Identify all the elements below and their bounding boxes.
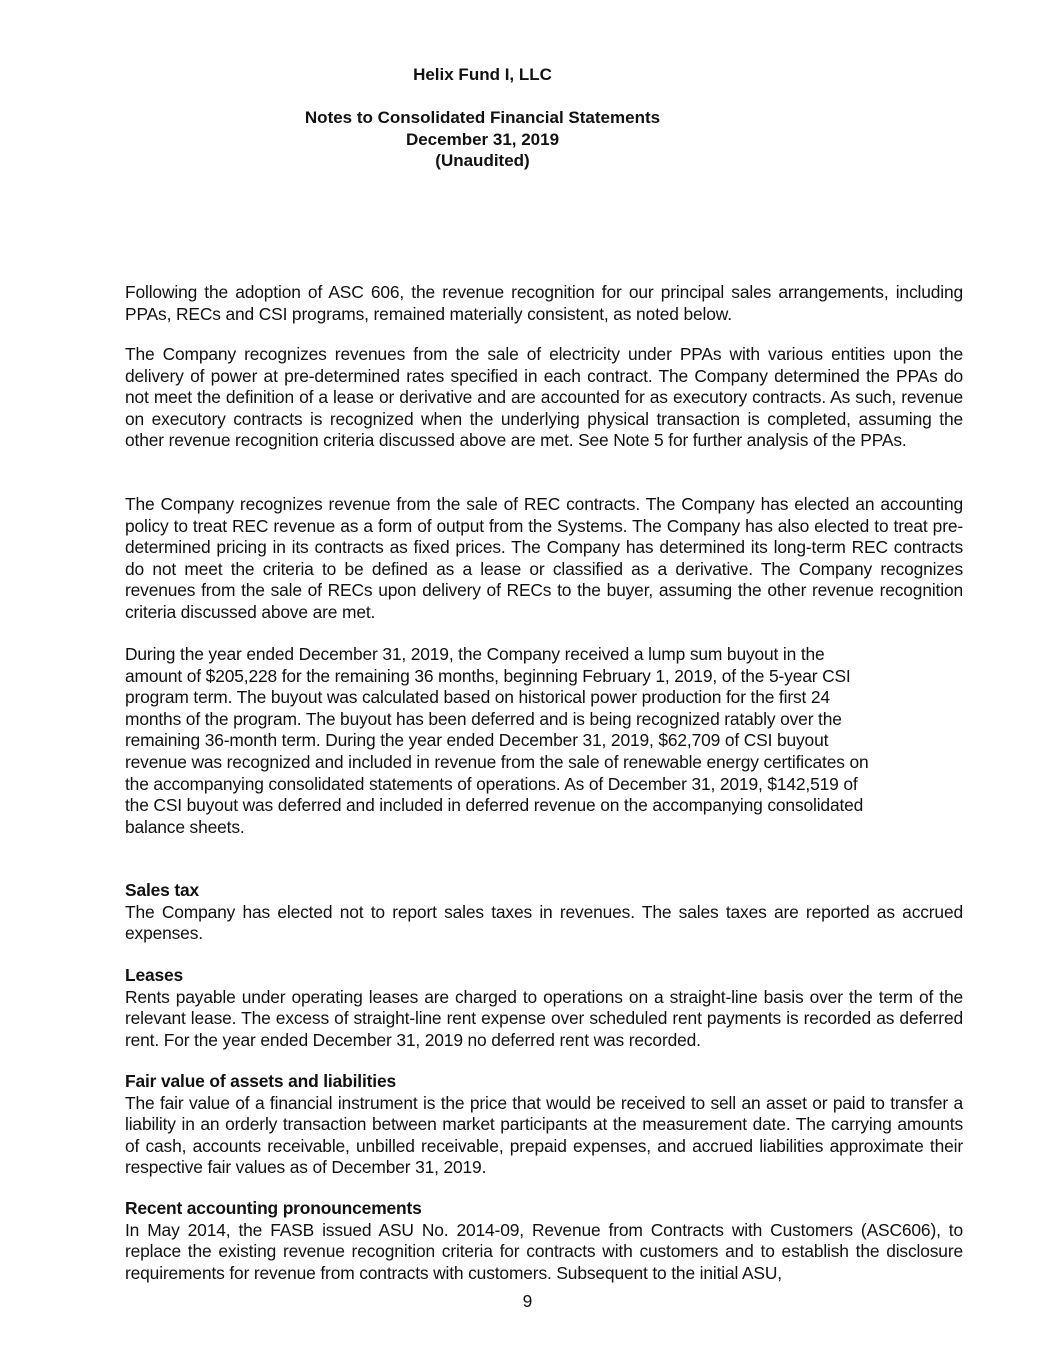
section-heading: Sales tax xyxy=(125,880,200,900)
section-sales-tax xyxy=(125,880,963,945)
section-leases xyxy=(125,965,963,1051)
title-block xyxy=(0,107,965,172)
section-text: The Company has elected not to report sales taxes in revenues. The sales taxes are reported as accrued expenses. xyxy=(125,901,963,944)
paragraph-ppa-revenue: The Company recognizes revenues from the sale of electricity under PPAs with various entities upon the delivery of power at pre-determined rates specified in each contract. The Company determined the PPAs do not meet the definition of a lease or derivative and are accounted for as executory contracts. As such, revenue on executory contracts is recognized when the underlying physical transaction is completed, assuming the other revenue recognition criteria discussed above are met. See Note 5 for further analysis of the PPAs. xyxy=(125,344,963,451)
paragraph-csi-buyout xyxy=(125,644,963,838)
section-text: The fair value of a financial instrument is the price that would be received to sell an asset or paid to transfer a liability in an orderly transaction between market participants at the measurement date. The carrying amounts of cash, accounts receivable, unbilled receivable, prepaid expenses, and accrued liabilities approximate their respective fair values as of December 31, 2019. xyxy=(125,1092,963,1178)
statement-date: December 31, 2019 xyxy=(405,129,560,149)
csi-line: During the year ended December 31, 2019, the Company received a lump sum buyout in the xyxy=(125,644,825,664)
csi-line: remaining 36-month term. During the year ended December 31, 2019, $62,709 of CSI buyout xyxy=(125,730,829,751)
section-recent-pronouncements xyxy=(125,1198,963,1284)
section-heading: Leases xyxy=(125,965,184,985)
csi-line: months of the program. The buyout has been deferred and is being recognized ratably over the xyxy=(125,708,842,729)
csi-line: program term. The buyout was calculated based on historical power production for the first 24 xyxy=(125,687,830,708)
page-number: 9 xyxy=(522,1291,533,1311)
section-text: Rents payable under operating leases are charged to operations on a straight-line basis over the term of the relevant lease. The excess of straight-line rent expense over scheduled rent payments is recorded as deferred rent. For the year ended December 31, 2019 no deferred rent was recorded. xyxy=(125,986,963,1050)
section-fair-value xyxy=(125,1071,963,1179)
csi-line: the accompanying consolidated statements of operations. As of December 31, 2019, $142,519 of xyxy=(125,773,858,794)
company-name: Helix Fund I, LLC xyxy=(413,65,552,84)
paragraph-rec-revenue: The Company recognizes revenue from the sale of REC contracts. The Company has elected an accounting policy to treat REC revenue as a form of output from the Systems. The Company has also elected to treat pre-determined pricing in its contracts as fixed prices. The Company has determined its long-term REC contracts do not meet the criteria to be defined as a lease or classified as a derivative. The Company recognizes revenues from the sale of RECs upon delivery of RECs to the buyer, assuming the other revenue recognition criteria discussed above are met. xyxy=(125,494,963,622)
paragraph-asc606-intro: Following the adoption of ASC 606, the revenue recognition for our principal sales arrangements, including PPAs, RECs and CSI programs, remained materially consistent, as noted below. xyxy=(125,282,963,324)
section-heading: Fair value of assets and liabilities xyxy=(125,1071,397,1091)
csi-line: amount of $205,228 for the remaining 36 months, beginning February 1, 2019, of the 5-year CSI xyxy=(125,665,851,686)
csi-line: balance sheets. xyxy=(125,816,245,837)
csi-line: revenue was recognized and included in revenue from the sale of renewable energy certificates on xyxy=(125,751,869,772)
section-text: In May 2014, the FASB issued ASU No. 2014-09, Revenue from Contracts with Customers (ASC606), to replace the existing revenue recognition criteria for contracts with customers and to establish the disclosure requirements for revenue from contracts with customers. Subsequent to the initial ASU, xyxy=(125,1219,963,1283)
csi-line: the CSI buyout was deferred and included in deferred revenue on the accompanying consolidated xyxy=(125,795,864,816)
audit-status: (Unaudited) xyxy=(435,151,530,170)
section-heading: Recent accounting pronouncements xyxy=(125,1198,422,1218)
document-title: Notes to Consolidated Financial Statements xyxy=(304,108,661,127)
